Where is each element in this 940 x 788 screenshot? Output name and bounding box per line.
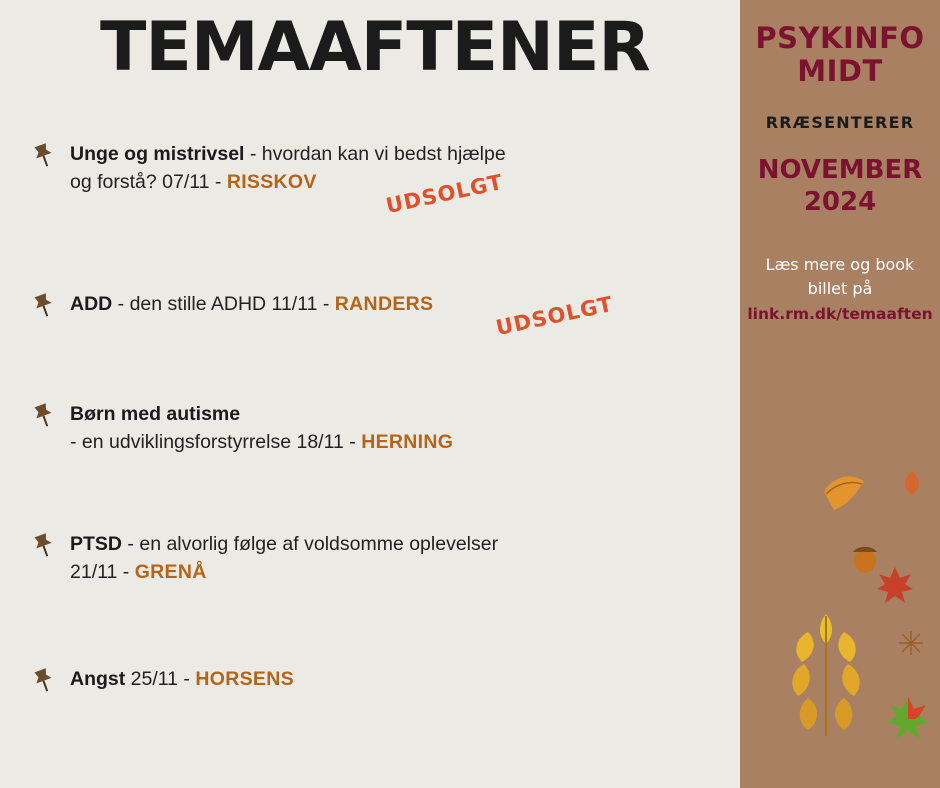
maple-leaf-icon: [875, 565, 915, 607]
leaf-icon: [900, 470, 924, 496]
booking-link[interactable]: link.rm.dk/temaaften: [747, 304, 933, 323]
month-label: NOVEMBER: [757, 154, 923, 185]
pushpin-icon: [28, 667, 58, 695]
brand-line-2: MIDT: [797, 54, 883, 89]
event-desc: - hvordan kan vi bedst hjælpe: [244, 143, 506, 165]
date-block: [740, 154, 940, 219]
maple-leaf-icon: [885, 695, 931, 743]
pushpin-icon: [28, 292, 58, 320]
event-title: PTSD: [70, 533, 123, 555]
event-date: 25/11 -: [125, 668, 196, 690]
event-title: ADD: [70, 293, 113, 315]
booking-line-2: billet på: [807, 278, 873, 298]
booking-line-1: Læs mere og book: [765, 254, 915, 274]
ash-leaf-icon: [778, 610, 874, 740]
status-badge: UDSOLGT: [383, 169, 506, 219]
poster-sidebar: [740, 0, 940, 788]
event-place: HORSENS: [195, 668, 294, 690]
pushpin-icon: [28, 532, 58, 560]
brand-line-1: PSYKINFO: [755, 21, 925, 55]
brand-name: [740, 22, 940, 89]
event-place: GRENÅ: [134, 561, 207, 584]
list-item-text: [70, 400, 810, 457]
list-item-text: [70, 665, 810, 693]
event-title: Unge og mistrivsel: [70, 143, 245, 165]
event-desc: - en alvorlig følge af voldsomme oplevelser: [122, 533, 499, 555]
event-desc: - den stille ADHD 11/11 -: [112, 293, 335, 315]
pushpin-icon: [28, 402, 58, 430]
list-item[interactable]: [0, 400, 810, 460]
list-item[interactable]: [0, 530, 810, 590]
list-item[interactable]: [0, 665, 810, 725]
page-title: TEMAAFTENER: [100, 8, 650, 87]
list-item-text: [70, 530, 810, 587]
event-place: RANDERS: [334, 293, 434, 315]
event-title: Angst: [70, 668, 126, 690]
pushpin-icon: [28, 142, 58, 170]
year-label: 2024: [803, 187, 877, 218]
leaf-icon: [820, 470, 868, 514]
event-date: 21/11 -: [70, 561, 135, 584]
status-badge: UDSOLGT: [493, 291, 616, 341]
event-date: og forstå? 07/11 -: [70, 171, 227, 194]
list-item-text: [70, 290, 810, 318]
list-item[interactable]: [0, 140, 810, 219]
presents-label: RRÆSENTERER: [765, 112, 915, 132]
booking-info: [740, 253, 940, 301]
star-flower-icon: [898, 630, 924, 656]
event-place: RISSKOV: [226, 171, 317, 194]
event-place: HERNING: [361, 431, 454, 454]
list-item[interactable]: [0, 290, 810, 350]
event-desc: - en udviklingsforstyrrelse 18/11 -: [70, 431, 362, 454]
event-title: Børn med autisme: [70, 403, 241, 425]
